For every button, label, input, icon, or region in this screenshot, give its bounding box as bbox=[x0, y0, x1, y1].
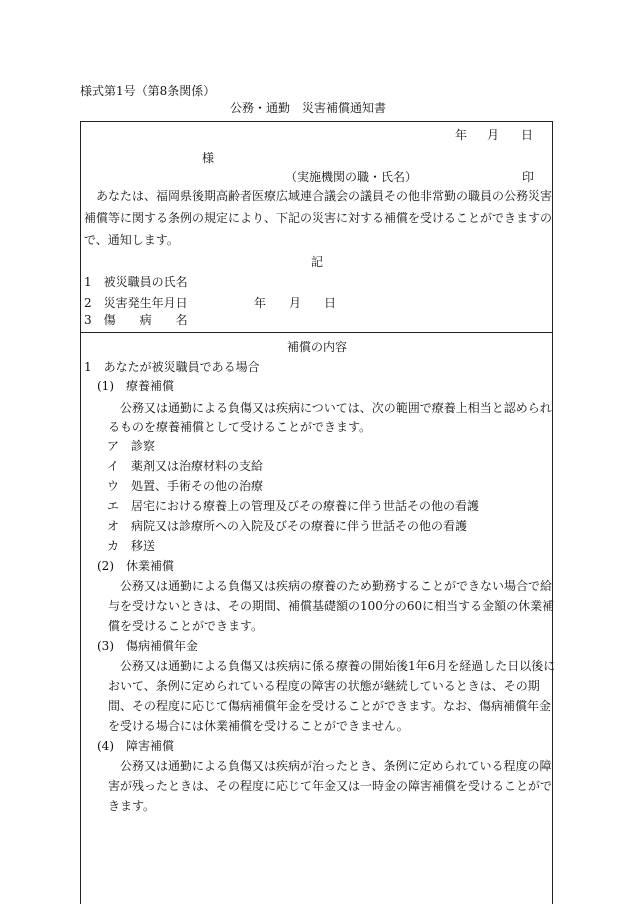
content-heading: 補償の内容 bbox=[287, 340, 348, 354]
s2-heading: (2) 休業補償 bbox=[97, 559, 174, 573]
s2-line-3: 償を受けることができます。 bbox=[108, 619, 264, 633]
recipient-sama: 様 bbox=[202, 151, 215, 165]
item-2-month: 月 bbox=[289, 296, 302, 310]
s3-line-4: を受ける場合には休業補償を受けることができません。 bbox=[108, 719, 409, 733]
s4-heading: (4) 障害補償 bbox=[97, 739, 174, 753]
s1-item-u: ウ 処置、手術その他の治療 bbox=[107, 479, 264, 493]
s4-line-3: きます。 bbox=[108, 799, 156, 813]
s3-heading: (3) 傷病補償年金 bbox=[97, 639, 198, 653]
notice-line-1: あなたは、福岡県後期高齢者医療広域連合議会の議員その他非常勤の職員の公務災害 bbox=[84, 189, 553, 203]
seal-mark: 印 bbox=[522, 170, 535, 184]
s1-item-ka: カ 移送 bbox=[107, 539, 156, 553]
document-title: 公務・通勤 災害補償通知書 bbox=[230, 101, 387, 115]
s2-line-1: 公務又は通勤による負傷又は疾病の療養のため勤務することができない場合で給 bbox=[120, 579, 553, 593]
ki-heading: 記 bbox=[311, 255, 324, 269]
s3-line-2: おいて、条例に定められている程度の障害の状態が継続しているときは、その期 bbox=[108, 679, 540, 693]
section-1-heading: 1 あなたが被災職員である場合 bbox=[84, 360, 260, 374]
date-year-label: 年 bbox=[455, 128, 468, 142]
item-2-year: 年 bbox=[254, 296, 267, 310]
issuer-label: （実施機関の職・氏名） bbox=[285, 170, 418, 184]
s1-heading: (1) 療養補償 bbox=[97, 379, 174, 393]
s4-line-2: 害が残ったときは、その程度に応じて年金又は一時金の障害補償を受けることがで bbox=[108, 779, 553, 793]
s2-line-2: 与を受けないときは、その期間、補償基礎額の100分の60に相当する金額の休業補 bbox=[108, 599, 555, 613]
notice-line-2: 補償等に関する条例の規定により、下記の災害に対する補償を受けることができますの bbox=[84, 211, 553, 225]
s1-item-i: イ 薬剤又は治療材料の支給 bbox=[107, 459, 264, 473]
s4-line-1: 公務又は通勤による負傷又は疾病が治ったとき、条例に定められている程度の障 bbox=[120, 759, 552, 773]
item-2-day: 日 bbox=[324, 296, 337, 310]
s1-item-e: エ 居宅における療養上の管理及びその療養に伴う世話その他の看護 bbox=[107, 499, 480, 513]
s3-line-1: 公務又は通勤による負傷又は疾病に係る療養の開始後1年6月を経過した日以後に bbox=[120, 659, 556, 673]
s1-item-o: オ 病院又は診療所への入院及びその療養に伴う世話その他の看護 bbox=[107, 519, 468, 533]
s3-line-3: 間、その程度に応じて傷病補償年金を受けることができます。なお、傷病補償年金 bbox=[108, 699, 552, 713]
section-divider bbox=[80, 332, 552, 333]
form-id: 様式第1号（第8条関係） bbox=[80, 84, 216, 98]
s1-line-1: 公務又は通勤による負傷又は疾病については、次の範囲で療養上相当と認められ bbox=[120, 401, 552, 415]
date-day-label: 日 bbox=[521, 128, 534, 142]
s1-item-a: ア 診察 bbox=[107, 439, 156, 453]
date-month-label: 月 bbox=[487, 128, 500, 142]
s1-line-2: るものを療養補償として受けることができます。 bbox=[108, 420, 372, 434]
notice-line-3: で、通知します。 bbox=[84, 233, 179, 247]
item-2-date: 2 災害発生年月日 bbox=[84, 296, 188, 310]
item-1-name: 1 被災職員の氏名 bbox=[84, 275, 188, 289]
item-3-injury: 3 傷 病 名 bbox=[84, 313, 188, 327]
